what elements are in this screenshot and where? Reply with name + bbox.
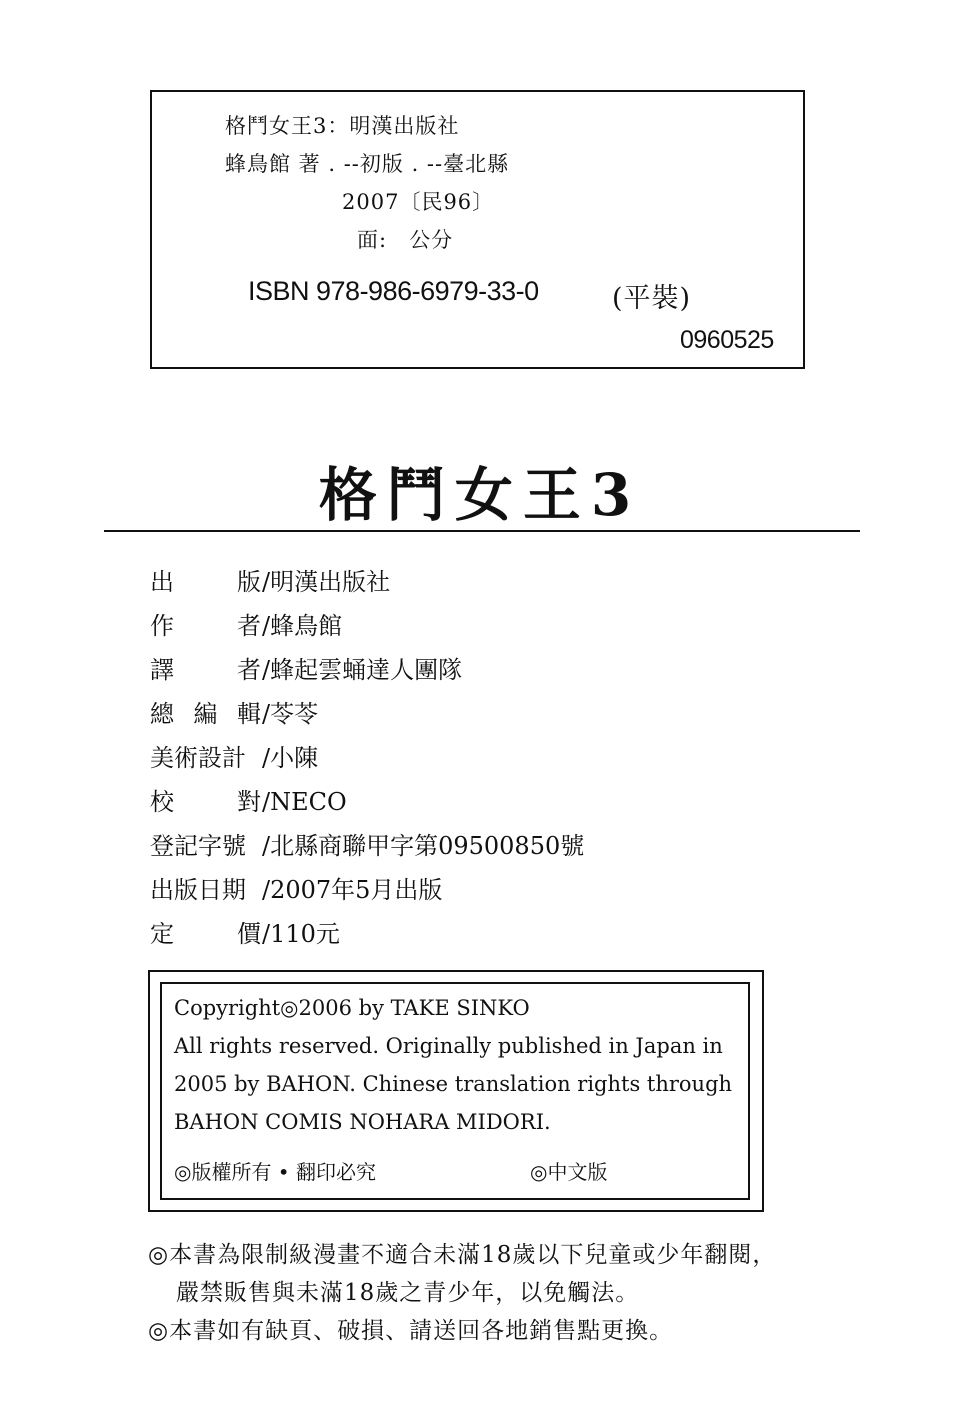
cip-binding: (平裝) [612,283,692,314]
cip-catalog-box [150,90,805,369]
cip-pages-line: 面: 公分 [357,228,454,252]
credit-label: 譯 者 [150,656,262,684]
credit-row-proofreader [150,782,347,817]
credit-row-price [150,914,340,949]
credit-value: /蜂起雲蛹達人團隊 [262,656,463,684]
credit-label: 作 者 [150,612,262,640]
credit-value: /110元 [262,920,340,948]
cip-author-line: 蜂鳥館 著 . --初版 . --臺北縣 [225,152,510,176]
credit-row-translator [150,650,462,685]
credit-row-art-design [150,738,318,773]
credit-label: 校 對 [150,788,262,816]
credit-value: /2007年5月出版 [262,876,443,904]
credit-row-author [150,606,342,641]
credit-value: /明漢出版社 [262,568,391,596]
credit-row-publish-date [150,870,442,905]
cip-isbn: ISBN 978-986-6979-33-0 [248,276,539,306]
credit-value: /北縣商聯甲字第09500850號 [262,832,585,860]
credit-value: /小陳 [262,744,319,772]
credit-label: 總 編 輯 [150,700,262,728]
cip-catalog-number: 0960525 [680,326,774,354]
copyright-line: Copyright◎2006 by TAKE SINKO [174,996,530,1020]
credit-value: /蜂鳥館 [262,612,343,640]
cip-year-line: 2007〔民96〕 [342,190,495,214]
copyright-inner-frame [160,982,750,1200]
credit-value: /NECO [262,788,347,816]
copyright-line: BAHON COMIS NOHARA MIDORI. [174,1110,551,1134]
rights-reserved-notice: ◎版權所有 • 翻印必究 [174,1160,376,1184]
book-title: 格鬥女王3 [318,461,642,529]
age-restriction-notice: ◎本書為限制級漫畫不適合未滿18歲以下兒童或少年翻閱， [148,1242,777,1268]
credit-label: 出版日期 [150,876,246,904]
copyright-line: All rights reserved. Originally published in Japan in [174,1034,723,1058]
credit-label: 定 價 [150,920,262,948]
chinese-edition-notice: ◎中文版 [530,1160,608,1184]
credit-label: 出 版 [150,568,262,596]
credit-row-registration [150,826,584,861]
credit-row-publisher [150,562,390,597]
credit-row-editor [150,694,318,729]
credit-label: 美術設計 [150,744,246,772]
age-restriction-notice-cont: 嚴禁販售與未滿18歲之青少年，以免觸法。 [176,1280,640,1306]
copyright-box [148,970,764,1212]
replacement-notice: ◎本書如有缺頁、破損、請送回各地銷售點更換。 [148,1318,674,1344]
credit-value: /苓苓 [262,700,319,728]
title-divider [104,530,860,532]
cip-title-line: 格鬥女王3：明漢出版社 [225,114,460,138]
copyright-line: 2005 by BAHON. Chinese translation rights through [174,1072,733,1096]
credit-label: 登記字號 [150,832,246,860]
